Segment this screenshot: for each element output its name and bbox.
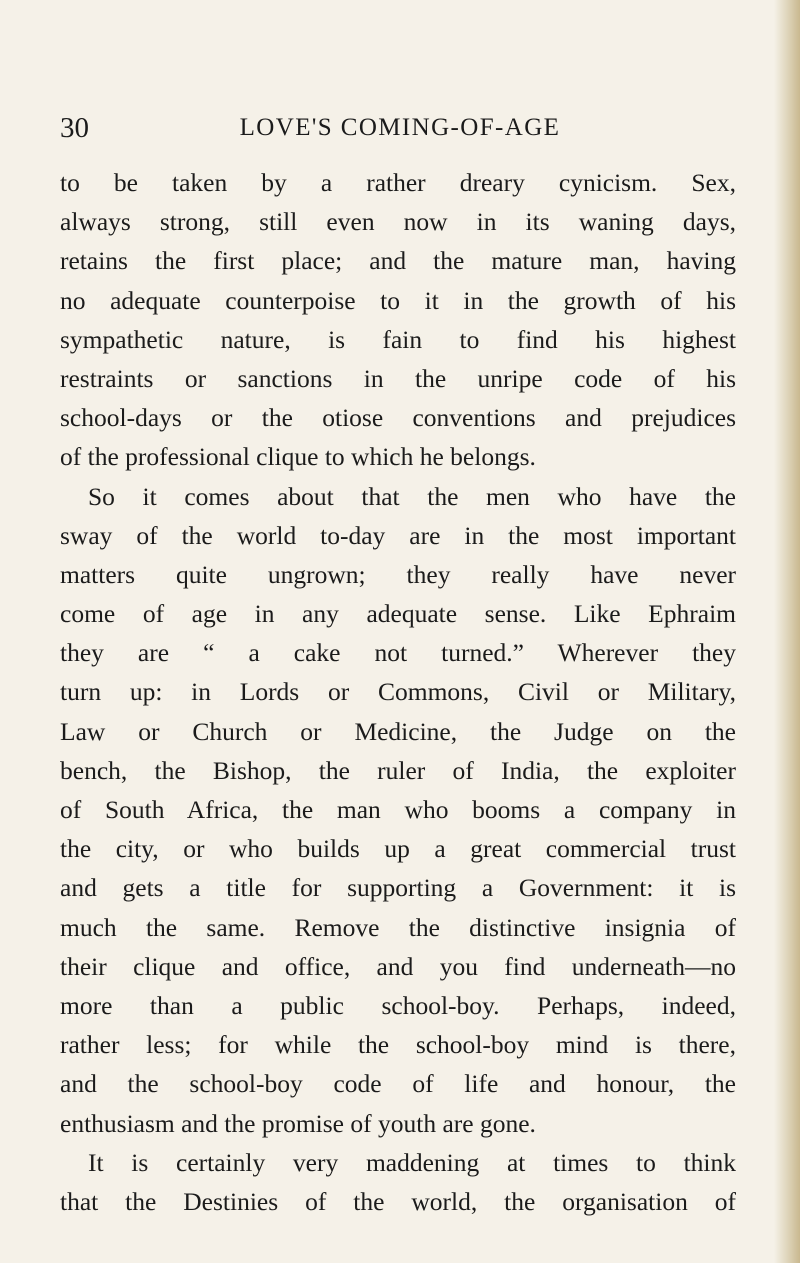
text-line: that the Destinies of the world, the organisation of <box>60 1186 736 1216</box>
text-line: It is certainly very maddening at times to think <box>88 1147 736 1177</box>
page-header <box>60 110 740 146</box>
text-line: and gets a title for supporting a Government: it is <box>60 873 736 903</box>
page-number: 30 <box>60 112 89 144</box>
text-line: and the school-boy code of life and honour, the <box>60 1069 736 1099</box>
text-line: Law or Church or Medicine, the Judge on the <box>60 716 736 746</box>
page-edge-shading <box>774 0 800 1263</box>
text-line: school-days or the otiose conventions and prejudices <box>60 403 736 433</box>
text-line: bench, the Bishop, the ruler of India, the exploiter <box>60 755 736 785</box>
body-text <box>60 163 736 1221</box>
text-line: sway of the world to-day are in the most important <box>60 520 736 550</box>
text-line: much the same. Remove the distinctive insignia of <box>60 912 736 942</box>
text-line: rather less; for while the school-boy mind is there, <box>60 1030 736 1060</box>
text-line: always strong, still even now in its waning days, <box>60 207 736 237</box>
text-line: to be taken by a rather dreary cynicism. Sex, <box>60 168 736 197</box>
text-line: the city, or who builds up a great commercial trust <box>60 834 736 864</box>
text-line: more than a public school-boy. Perhaps, indeed, <box>60 990 736 1020</box>
text-line: matters quite ungrown; they really have never <box>60 559 736 589</box>
text-line: restraints or sanctions in the unripe code of his <box>60 363 736 393</box>
text-line: their clique and office, and you find underneath—no <box>60 951 736 981</box>
text-line: retains the first place; and the mature man, having <box>60 246 736 276</box>
running-title: LOVE'S COMING-OF-AGE <box>239 114 561 141</box>
text-line: sympathetic nature, is fain to find his highest <box>60 324 736 354</box>
text-line: no adequate counterpoise to it in the growth of his <box>60 285 736 315</box>
text-line: of the professional clique to which he belongs. <box>60 442 536 472</box>
text-line: come of age in any adequate sense. Like Ephraim <box>60 599 736 629</box>
text-line: So it comes about that the men who have the <box>88 481 736 511</box>
text-line: turn up: in Lords or Commons, Civil or Military, <box>60 677 736 707</box>
text-line: they are “ a cake not turned.” Wherever they <box>60 638 736 668</box>
text-line: enthusiasm and the promise of youth are gone. <box>60 1108 536 1138</box>
text-line: of South Africa, the man who booms a company in <box>60 795 736 824</box>
